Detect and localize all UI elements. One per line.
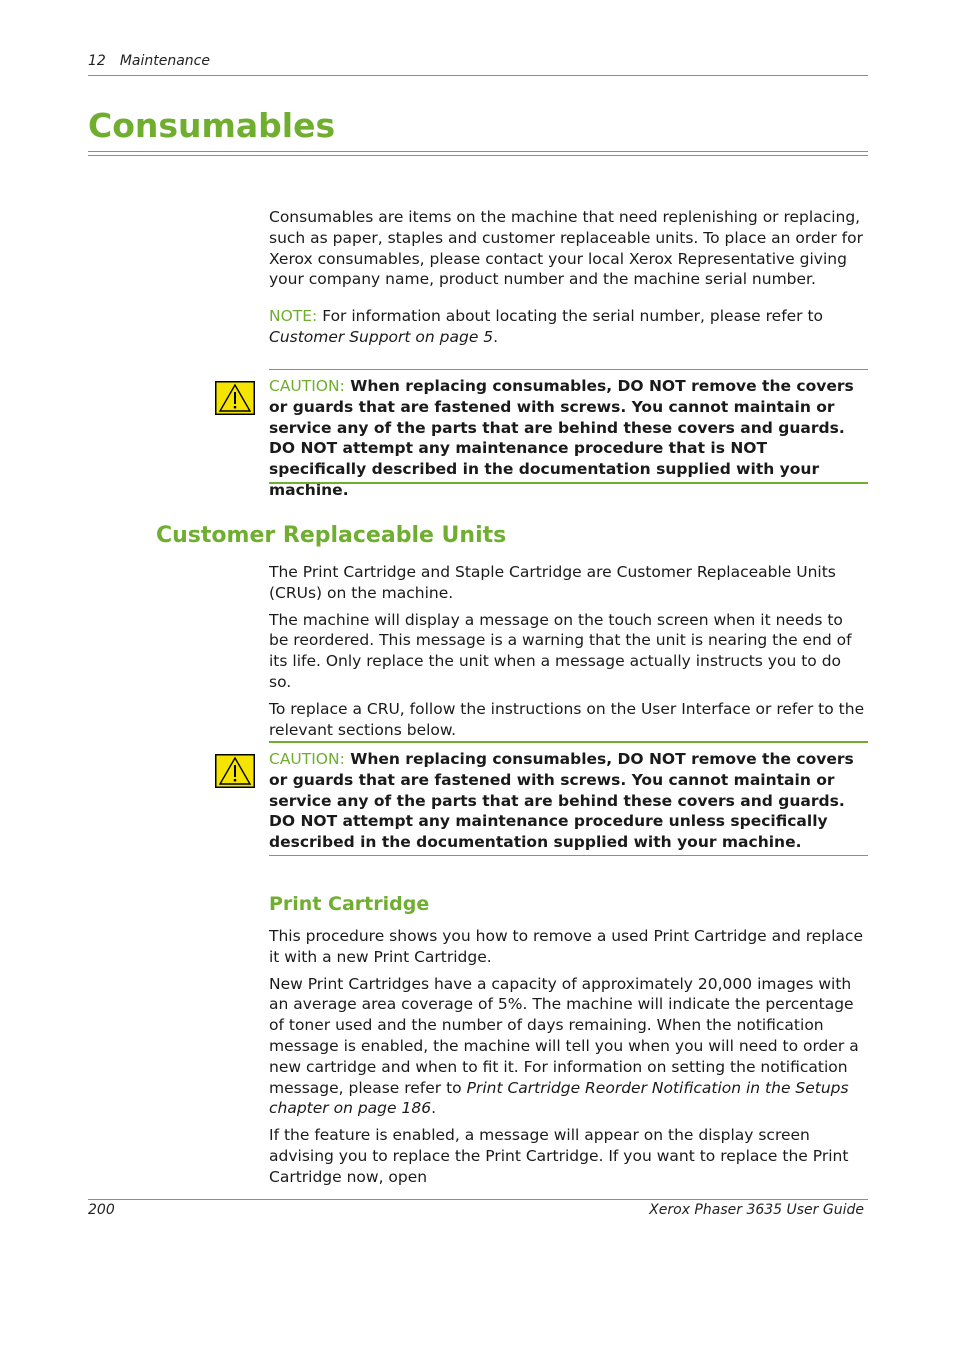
caution-1-top-rule — [269, 369, 868, 370]
intro-paragraph — [269, 207, 867, 290]
title-rule-top — [88, 151, 868, 152]
title-rule-bottom — [88, 155, 868, 156]
footer-page-number: 200 — [88, 1202, 115, 1218]
page-title: Consumables — [88, 106, 336, 145]
subsection-heading: Print Cartridge — [269, 893, 430, 915]
chapter-number: 12 — [88, 53, 106, 69]
caution-1-body: When replacing consumables, DO NOT remove the covers or guards that are fastened with screws. You cannot maintain or service any of the parts that are behind these covers and guards. DO NOT attempt any maintenance procedure that is NOT specifically described in the documentation supplied with your machine. — [269, 377, 854, 499]
note-end: . — [493, 327, 499, 346]
caution-1-label: CAUTION: — [269, 377, 345, 395]
header-rule — [88, 75, 868, 76]
caution-2-label: CAUTION: — [269, 750, 345, 768]
running-header — [88, 53, 868, 69]
warning-triangle-icon — [215, 754, 255, 788]
note-reference: Customer Support on page 5 — [269, 327, 494, 346]
note-text — [269, 306, 867, 348]
note-body: For information about locating the serial number, please refer to — [317, 307, 824, 325]
warning-triangle-icon — [215, 381, 255, 415]
chapter-title: Maintenance — [119, 53, 210, 69]
caution-2-bottom-rule — [269, 855, 868, 856]
section-paragraph-3: To replace a CRU, follow the instructions on the User Interface or refer to the relevant sections below. — [269, 699, 865, 739]
subsection-paragraph-2-end: . — [431, 1099, 436, 1118]
note-label: NOTE: — [269, 307, 318, 325]
footer-guide-title: Xerox Phaser 3635 User Guide — [649, 1202, 864, 1218]
subsection-paragraph-2-reference: Print Cartridge Reorder Notification in the Setups chapter on page 186 — [269, 1078, 849, 1118]
note-paragraph — [269, 306, 867, 348]
footer-rule — [88, 1199, 868, 1200]
subsection-paragraph-2-text: New Print Cartridges have a capacity of approximately 20,000 images with an average area coverage of 5%. The machine will indicate the percentage of toner used and the number of days remaining. When the notification message is enabled, the machine will tell you when you will need to order a new cartridge and when to fit it. For information on setting the notification message, please refer to — [269, 974, 859, 1097]
intro-text: Consumables are items on the machine that need replenishing or replacing, such as paper, staples and customer replaceable units. To place an order for Xerox consumables, please contact your local Xerox Representative giving your company name, product number and the machine serial number. — [269, 208, 863, 289]
caution-1-bottom-rule — [269, 482, 868, 484]
section-paragraph-2: The machine will display a message on the touch screen when it needs to be reordered. This message is a warning that the unit is nearing the end of its life. Only replace the unit when a message actually instructs you to do so. — [269, 610, 852, 691]
subsection-paragraph-1: This procedure shows you how to remove a used Print Cartridge and replace it with a new Print Cartridge. — [269, 927, 863, 966]
subsection-body — [269, 926, 867, 1188]
section-body — [269, 562, 867, 740]
subsection-paragraph-2 — [269, 974, 867, 1120]
caution-2-top-rule — [269, 741, 868, 743]
section-paragraph-1: The Print Cartridge and Staple Cartridge are Customer Replaceable Units (CRUs) on the machine. — [269, 563, 836, 602]
caution-2-body: When replacing consumables, DO NOT remove the covers or guards that are fastened with screws. You cannot maintain or service any of the parts that are behind these covers and guards. DO NOT attempt any maintenance procedure unless specifically described in the documentation supplied with your machine. — [269, 750, 854, 852]
caution-2-text — [269, 749, 867, 853]
section-heading: Customer Replaceable Units — [156, 523, 507, 548]
subsection-paragraph-3: If the feature is enabled, a message will appear on the display screen advising you to replace the Print Cartridge. If you want to replace the Print Cartridge now, open — [269, 1126, 849, 1186]
